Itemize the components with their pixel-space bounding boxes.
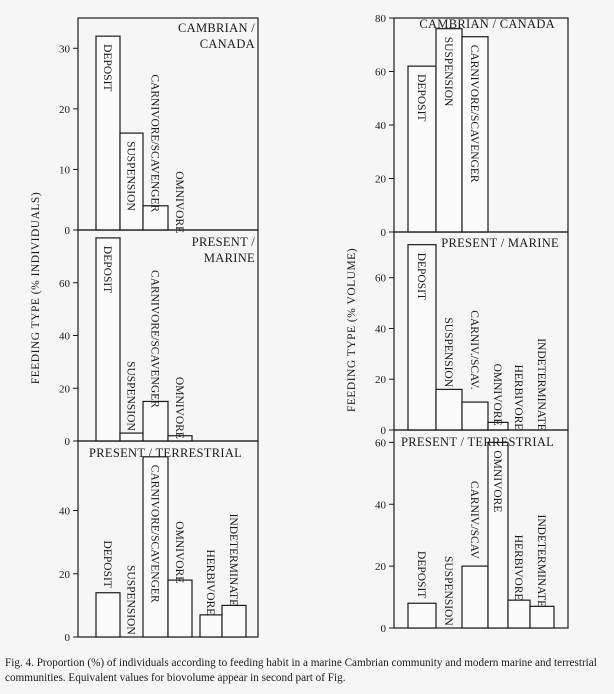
bar-label: INDETERMINATE <box>227 513 239 607</box>
y-tick-label: 10 <box>59 164 70 177</box>
bar-label: DEPOSIT <box>101 44 113 92</box>
bar <box>436 389 462 430</box>
bar-label: SUSPENSION <box>124 565 137 635</box>
bar-label: OMNIVORE <box>173 376 185 439</box>
bar-label: OMNIVORE <box>173 521 185 584</box>
bar <box>530 606 554 628</box>
y-tick-label: 0 <box>64 225 70 237</box>
bar-label: OMNIVORE <box>491 450 503 513</box>
y-tick-label: 20 <box>59 568 70 581</box>
bar <box>462 566 488 628</box>
y-tick-label: 20 <box>375 561 386 574</box>
bar-label: DEPOSIT <box>415 252 427 300</box>
panel-title: CAMBRIAN / CANADA <box>419 17 555 31</box>
panel-title: CAMBRIAN / <box>178 21 255 35</box>
y-tick-label: 60 <box>59 277 70 290</box>
bar-label: DEPOSIT <box>415 551 427 599</box>
bar-label: OMNIVORE <box>173 171 185 234</box>
y-tick-label: 20 <box>59 383 70 396</box>
bar <box>168 580 192 637</box>
y-tick-label: 0 <box>64 436 70 448</box>
bar-label: CARNIVORE/SCAVENGER <box>148 270 161 408</box>
y-tick-label: 40 <box>375 120 386 132</box>
y-tick-label: 40 <box>375 323 386 336</box>
bar <box>120 433 143 441</box>
bar-label: SUSPENSION <box>124 141 137 211</box>
y-tick-label: 20 <box>59 103 70 116</box>
panel-title: PRESENT / MARINE <box>441 236 559 250</box>
bar <box>96 593 120 637</box>
y-tick-label: 20 <box>375 374 386 387</box>
bar-label: CARNIV./SCAV. <box>468 310 480 390</box>
y-tick-label: 20 <box>375 173 386 186</box>
bar-label: HERBIVORE <box>512 364 524 431</box>
y-tick-label: 80 <box>375 13 386 25</box>
panel-title: CANADA <box>199 37 255 51</box>
bar-label: DEPOSIT <box>101 245 113 294</box>
y-tick-label: 40 <box>59 330 70 343</box>
bar-label: HERBIVORE <box>204 549 216 616</box>
bar-label: DEPOSIT <box>101 540 113 588</box>
y-tick-label: 60 <box>375 66 386 79</box>
bar-label: INDETERMINATE <box>535 338 547 431</box>
y-axis-label: FEEDING TYPE (% INDIVIDUALS) <box>30 191 42 385</box>
bar-label: CARNIV./SCAV <box>468 480 480 559</box>
y-tick-label: 0 <box>380 425 386 437</box>
bar <box>462 402 488 430</box>
y-tick-label: 0 <box>380 227 386 239</box>
y-tick-label: 60 <box>375 437 386 450</box>
panel-title: PRESENT / <box>191 235 255 249</box>
bar-label: CARNIVORE/SCAVENGER <box>148 74 161 213</box>
panel-title: PRESENT / TERRESTRIAL <box>89 446 243 460</box>
y-tick-label: 30 <box>59 43 70 56</box>
bar-label: SUSPENSION <box>124 361 137 431</box>
bar-label: HERBIVORE <box>512 534 524 601</box>
y-tick-label: 0 <box>64 632 70 644</box>
bar-label: CARNIVORE/SCAVENGER <box>468 44 480 183</box>
y-axis-label: FEEDING TYPE (% VOLUME) <box>346 247 358 413</box>
bar-label: SUSPENSION <box>442 556 454 626</box>
figure-caption: Fig. 4. Proportion (%) of individuals according to feeding habit in a marine Cambrian community and modern marine and terrestrial communities. Equivalent values for biovolume appear in second part of Fig. <box>5 657 597 684</box>
bar <box>222 605 246 637</box>
bar-label: SUSPENSION <box>442 36 454 107</box>
y-tick-label: 40 <box>375 499 386 512</box>
bar <box>408 603 436 628</box>
bar <box>200 615 222 637</box>
y-tick-label: 60 <box>375 272 386 285</box>
bar-label: INDETERMINATE <box>535 514 547 608</box>
bar-label: OMNIVORE <box>491 363 503 426</box>
bar-label: SUSPENSION <box>442 317 454 388</box>
y-tick-label: 0 <box>380 623 386 635</box>
bar-label: DEPOSIT <box>415 74 427 122</box>
bar <box>508 600 530 628</box>
panel-title: MARINE <box>203 251 255 265</box>
panel-title: PRESENT / TERRESTRIAL <box>401 435 555 449</box>
y-tick-label: 40 <box>59 505 70 518</box>
bar-label: CARNIVORE/SCAVENGER <box>148 464 161 603</box>
